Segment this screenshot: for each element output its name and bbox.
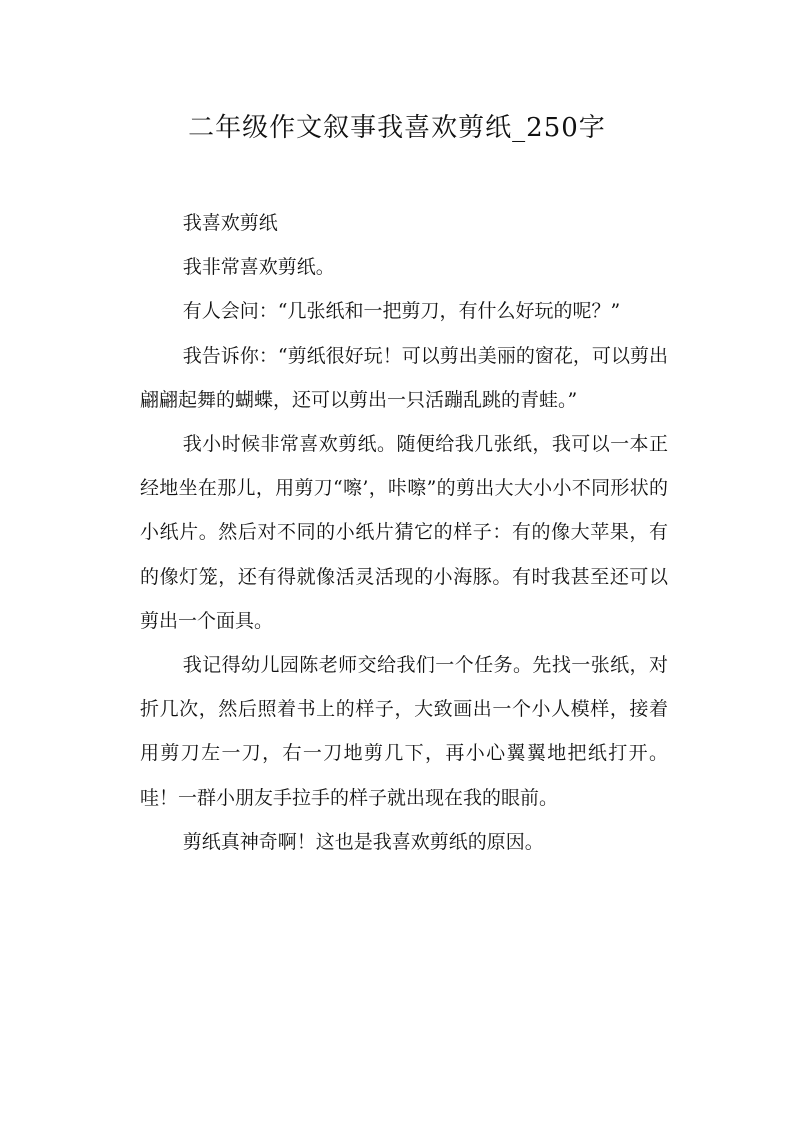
paragraph: 我小时候非常喜欢剪纸。随便给我几张纸，我可以一本正经地坐在那儿，用剪刀“嚓’，咔嚓”的剪出大大小小不同形状的小纸片。然后对不同的小纸片猜它的样子：有的像大苹果，有的像灯笼，还有得就像活灵活现的小海豚。有时我甚至还可以剪出一个面具。 bbox=[140, 433, 668, 632]
paragraph: 有人会问：“几张纸和一把剪刀，有什么好玩的呢？” bbox=[182, 300, 621, 323]
document-body bbox=[140, 201, 668, 864]
paragraph: 我记得幼儿园陈老师交给我们一个任务。先找一张纸，对折几次，然后照着书上的样子，大致画出一个小人模样，接着用剪刀左一刀，右一刀地剪几下，再小心翼翼地把纸打开。哇！一群小朋友手拉手的样子就出现在我的眼前。 bbox=[140, 654, 668, 809]
paragraph-subtitle: 我喜欢剪纸 bbox=[182, 212, 278, 234]
document-title: 二年级作文叙事我喜欢剪纸_250字 bbox=[188, 113, 606, 143]
paragraph: 我告诉你：“剪纸很好玩！可以剪出美丽的窗花，可以剪出翩翩起舞的蝴蝶，还可以剪出一只活蹦乱跳的青蛙。” bbox=[140, 344, 668, 411]
paragraph: 我非常喜欢剪纸。 bbox=[182, 256, 335, 279]
paragraph: 剪纸真神奇啊！这也是我喜欢剪纸的原因。 bbox=[182, 830, 544, 853]
